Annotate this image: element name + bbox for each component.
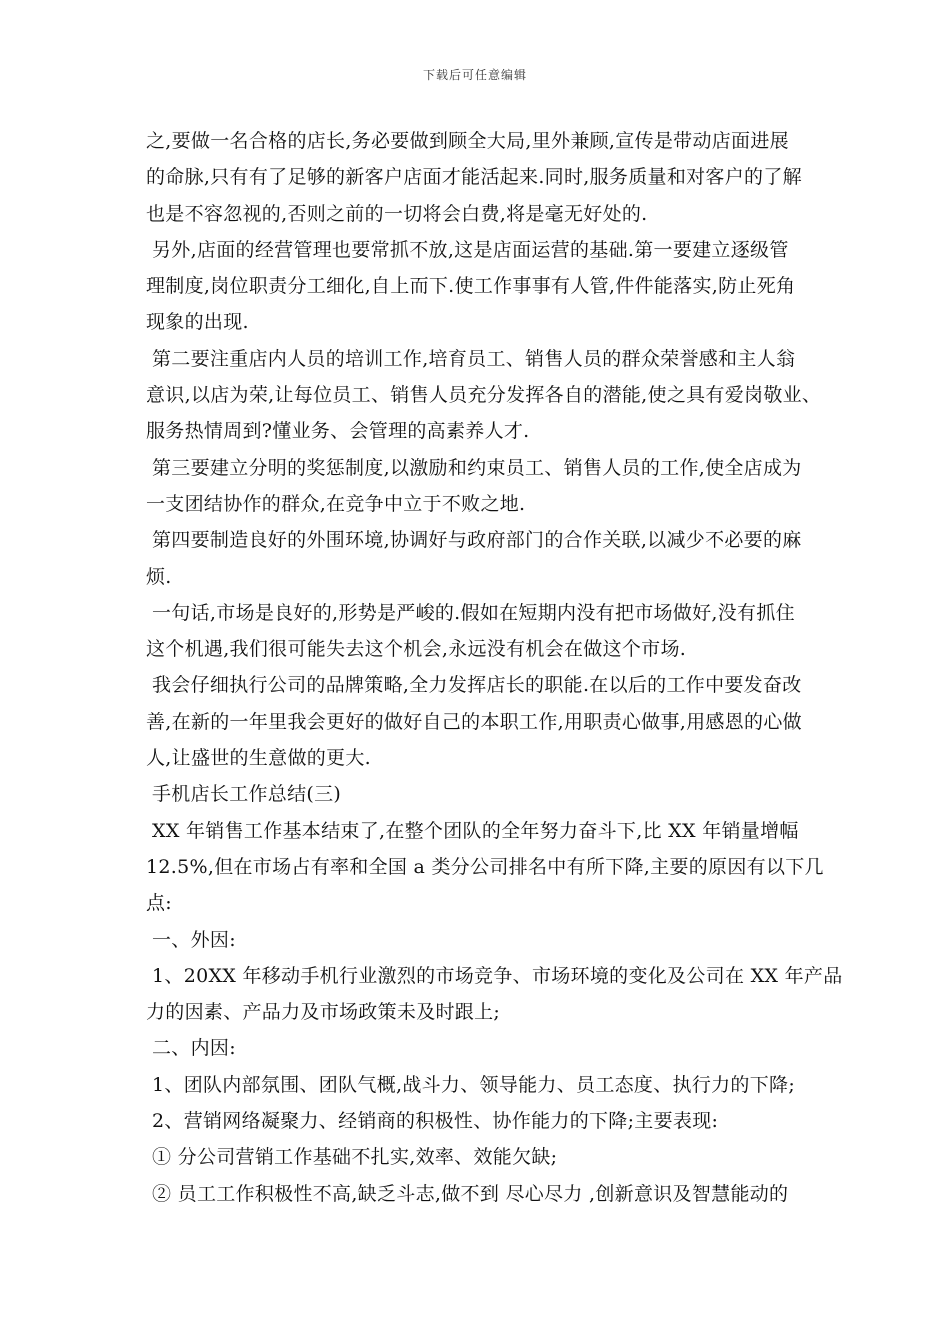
text-line: 2、营销网络凝聚力、经销商的积极性、协作能力的下降;主要表现: — [152, 1110, 719, 1133]
text-line: 1、20XX 年移动手机行业激烈的市场竞争、市场环境的变化及公司在 XX 年产品 — [152, 964, 843, 987]
text-line: 12.5%,但在市场占有率和全国 a 类分公司排名中有所下降,主要的原因有以下几 — [146, 855, 824, 878]
text-line: 烦. — [146, 565, 172, 588]
page-header: 下载后可任意编辑 — [422, 68, 527, 82]
text-line: 的命脉,只有有了足够的新客户店面才能活起来.同时,服务质量和对客户的了解 — [146, 166, 802, 189]
text-line: 一支团结协作的群众,在竞争中立于不败之地. — [146, 492, 526, 515]
document-body — [146, 123, 843, 1212]
text-line: 也是不容忽视的,否则之前的一切将会白费,将是毫无好处的. — [146, 202, 648, 225]
text-line: 善,在新的一年里我会更好的做好自己的本职工作,用职责心做事,用感恩的心做 — [146, 710, 802, 733]
text-line: 人,让盛世的生意做的更大. — [146, 747, 371, 770]
text-line: 之,要做一名合格的店长,务必要做到顾全大局,里外兼顾,宣传是带动店面进展 — [146, 130, 789, 152]
text-line: 力的因素、产品力及市场政策未及时跟上; — [146, 1001, 501, 1024]
text-line: 第三要建立分明的奖惩制度,以激励和约束员工、销售人员的工作,使全店成为 — [152, 456, 802, 479]
text-line: 二、内因: — [152, 1037, 236, 1060]
text-line: 第二要注重店内人员的培训工作,培育员工、销售人员的群众荣誉感和主人翁 — [152, 347, 796, 370]
text-line: 另外,店面的经营管理也要常抓不放,这是店面运营的基础.第一要建立逐级管 — [152, 238, 789, 261]
text-line: 1、团队内部氛围、团队气概,战斗力、领导能力、员工态度、执行力的下降; — [152, 1073, 796, 1096]
text-line: 手机店长工作总结(三) — [152, 783, 342, 806]
text-line: 点: — [146, 892, 173, 915]
text-line: 这个机遇,我们很可能失去这个机会,永远没有机会在做这个市场. — [146, 638, 687, 661]
text-line: ① 分公司营销工作基础不扎实,效率、效能欠缺; — [152, 1146, 558, 1169]
text-line: 服务热情周到?懂业务、会管理的高素养人才. — [146, 420, 530, 443]
text-line: ② 员工工作积极性不高,缺乏斗志,做不到 尽心尽力 ,创新意识及智慧能动的 — [152, 1182, 789, 1205]
text-line: 一句话,市场是良好的,形势是严峻的.假如在短期内没有把市场做好,没有抓住 — [152, 601, 795, 624]
text-line: 我会仔细执行公司的品牌策略,全力发挥店长的职能.在以后的工作中要发奋改 — [152, 674, 802, 697]
text-line: 一、外因: — [152, 928, 236, 951]
text-line: 理制度,岗位职责分工细化,自上而下.使工作事事有人管,件件能落实,防止死角 — [146, 275, 796, 298]
text-line: 现象的出现. — [146, 311, 249, 334]
text-line: 第四要制造良好的外围环境,协调好与政府部门的合作关联,以减少不必要的麻 — [152, 529, 802, 552]
text-line: 意识,以店为荣,让每位员工、销售人员充分发挥各自的潜能,使之具有爱岗敬业、 — [146, 384, 822, 407]
text-line: XX 年销售工作基本结束了,在整个团队的全年努力奋斗下,比 XX 年销量增幅 — [152, 819, 799, 842]
